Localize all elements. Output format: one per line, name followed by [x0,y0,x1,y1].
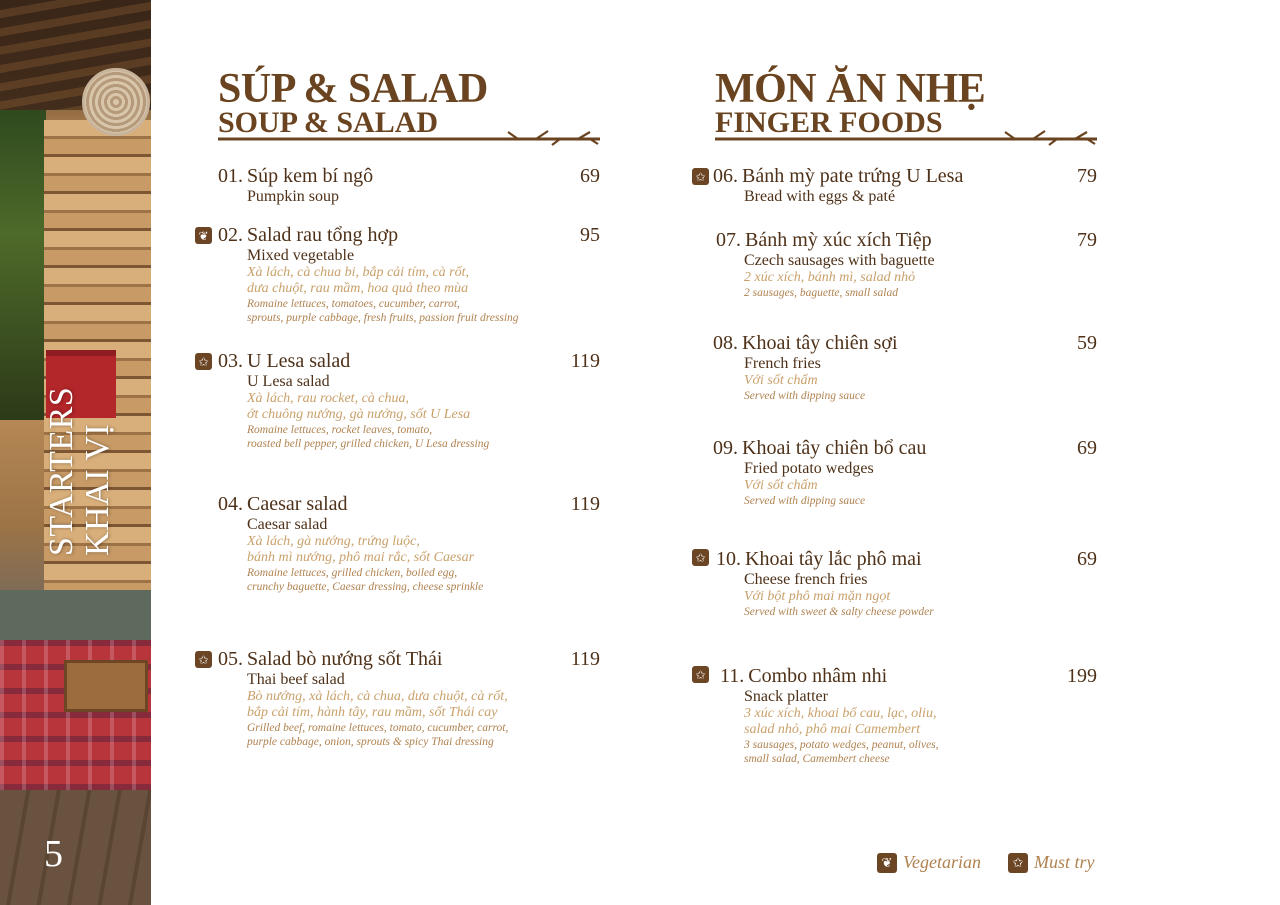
item-desc-en: crunchy baguette, Caesar dressing, cheese sprinkle [247,581,484,593]
heading-en: FINGER FOODS [715,106,943,139]
item-desc-en: Romaine lettuces, grilled chicken, boiled egg, [247,567,458,579]
star-icon: ✩ [692,168,709,185]
item-number: 08. [713,332,738,354]
menu-item [713,332,1097,403]
left-column-heading [218,68,488,138]
item-desc-en: Served with sweet & salty cheese powder [744,606,934,618]
item-subtitle: Snack platter [744,688,828,705]
item-subtitle: Fried potato wedges [744,460,874,477]
item-subtitle: Cheese french fries [744,571,868,588]
item-name: Salad rau tổng hợp [247,224,399,246]
item-desc-vn: bắp cải tím, hành tây, rau mầm, sốt Thái cay [247,705,498,720]
item-price: 79 [1077,229,1097,251]
item-price: 69 [1077,437,1097,459]
item-price: 95 [580,224,600,246]
item-desc-vn: salad nhỏ, phô mai Camembert [744,722,921,737]
item-number: 05. [218,648,243,670]
item-desc-vn: Với bột phô mai mặn ngọt [744,589,891,604]
item-name: Khoai tây chiên bổ cau [742,437,927,459]
item-desc-en: Served with dipping sauce [744,390,866,402]
item-number: 09. [713,437,738,459]
item-name: Khoai tây lắc phô mai [745,548,922,570]
item-name: Salad bò nướng sốt Thái [247,648,443,670]
item-desc-vn: 3 xúc xích, khoai bổ cau, lạc, oliu, [744,706,937,721]
item-desc-vn: bánh mì nướng, phô mai rắc, sốt Caesar [247,550,475,565]
star-icon: ✩ [1008,853,1028,873]
item-desc-en: Romaine lettuces, rocket leaves, tomato, [247,424,433,436]
heading-en: SOUP & SALAD [218,106,439,139]
branch-divider [218,130,600,146]
menu-item [198,648,600,749]
item-desc-vn: Xà lách, gà nướng, trứng luộc, [247,534,420,549]
item-price: 69 [1077,548,1097,570]
item-subtitle: Bread with eggs & paté [744,188,896,205]
item-price: 59 [1077,332,1097,354]
item-price: 199 [1067,665,1097,687]
item-subtitle: Caesar salad [247,516,328,533]
heading-vn: MÓN ĂN NHẸ [715,66,986,112]
menu-item [695,165,1097,206]
item-number: 01. [218,165,243,187]
item-number: 03. [218,350,243,372]
item-desc-en: sprouts, purple cabbage, fresh fruits, passion fruit dressing [247,312,519,324]
item-number: 10. [716,548,741,570]
side-title-en: STARTERS [43,386,80,556]
heading-vn: SÚP & SALAD [218,66,488,112]
item-price: 69 [580,165,600,187]
page-number: 5 [44,833,63,875]
legend-vegetarian [877,852,981,873]
photo-crate [64,660,148,712]
item-desc-en: Grilled beef, romaine lettuces, tomato, cucumber, carrot, [247,722,509,734]
menu-item [218,165,600,206]
right-column-heading [715,68,985,138]
item-name: U Lesa salad [247,350,351,372]
item-price: 119 [570,493,600,515]
item-subtitle: French fries [744,355,821,372]
item-desc-vn: Với sốt chấm [744,373,818,388]
menu-item [695,665,1097,766]
item-number: 11. [720,665,745,687]
item-desc-vn: Bò nướng, xà lách, cà chua, dưa chuột, cà rốt, [247,689,508,704]
item-name: Bánh mỳ pate trứng U Lesa [742,165,964,187]
section-side-title [44,356,116,556]
item-name: Khoai tây chiên sợi [742,332,898,354]
item-desc-en: 2 sausages, baguette, small salad [744,287,898,299]
item-desc-en: roasted bell pepper, grilled chicken, U Lesa dressing [247,438,490,450]
legend-label: Vegetarian [903,852,981,872]
menu-item [198,350,600,451]
legend-label: Must try [1034,852,1095,872]
star-icon: ✩ [692,666,709,683]
star-icon: ✩ [195,353,212,370]
item-desc-en: small salad, Camembert cheese [744,753,890,765]
item-desc-vn: dưa chuột, rau mầm, hoa quả theo mùa [247,281,469,296]
menu-item [716,229,1097,300]
item-desc-en: Romaine lettuces, tomatoes, cucumber, carrot, [247,298,460,310]
item-desc-vn: ớt chuông nướng, gà nướng, sốt U Lesa [247,407,471,422]
item-desc-vn: 2 xúc xích, bánh mì, salad nhỏ [744,270,916,285]
star-icon: ✩ [195,651,212,668]
menu-item [695,548,1097,619]
menu-item [198,224,600,325]
branch-divider [715,130,1097,146]
item-name: Bánh mỳ xúc xích Tiệp [745,229,932,251]
item-desc-en: Served with dipping sauce [744,495,866,507]
star-icon: ✩ [692,549,709,566]
photo-trees [0,110,46,420]
item-desc-vn: Với sốt chấm [744,478,818,493]
item-number: 06. [713,165,738,187]
side-title-vn: KHAI VỊ [79,423,116,556]
item-desc-vn: Xà lách, rau rocket, cà chua, [247,391,409,406]
legend-must-try [1008,852,1095,873]
item-number: 07. [716,229,741,251]
photo-fan [82,68,150,136]
item-price: 119 [570,350,600,372]
item-desc-en: purple cabbage, onion, sprouts & spicy Thai dressing [247,736,494,748]
item-subtitle: Thai beef salad [247,671,345,688]
item-name: Caesar salad [247,493,348,515]
photo-floor [0,790,151,905]
item-name: Combo nhâm nhi [748,665,888,687]
item-price: 119 [570,648,600,670]
item-subtitle: Mixed vegetable [247,247,355,264]
menu-item [218,493,600,594]
item-subtitle: Czech sausages with baguette [744,252,935,269]
menu-item [713,437,1097,508]
item-price: 79 [1077,165,1097,187]
item-name: Súp kem bí ngô [247,165,374,187]
item-subtitle: U Lesa salad [247,373,330,390]
item-desc-vn: Xà lách, cà chua bi, bắp cải tím, cà rốt, [247,265,470,280]
item-subtitle: Pumpkin soup [247,188,340,205]
item-desc-en: 3 sausages, potato wedges, peanut, olives, [744,739,939,751]
item-number: 04. [218,493,243,515]
leaf-icon: ❦ [195,227,212,244]
leaf-icon: ❦ [877,853,897,873]
item-number: 02. [218,224,243,246]
